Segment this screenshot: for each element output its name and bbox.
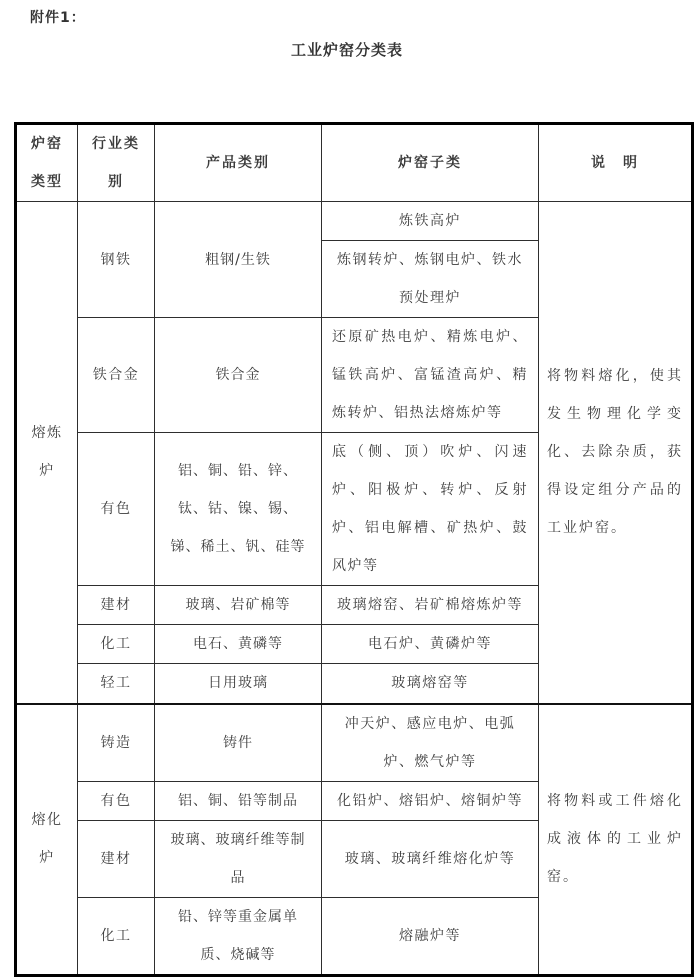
header-description: 说 明 xyxy=(539,124,693,202)
cell-industry-chemical: 化工 xyxy=(78,625,155,664)
cell-industry-building-materials: 建材 xyxy=(78,586,155,625)
header-furnace-subtype: 炉窑子类 xyxy=(322,124,539,202)
header-furnace-type: 炉窑类型 xyxy=(16,124,78,202)
attachment-label: 附件1： xyxy=(30,10,86,26)
header-product-category: 产品类别 xyxy=(155,124,322,202)
cell-product-casting: 铸件 xyxy=(155,704,322,782)
cell-description-smelting: 将物料熔化，使其发生物理化学变化、去除杂质，获得设定组分产品的工业炉窑。 xyxy=(539,202,693,704)
cell-subtype-ironmaking: 炼铁高炉 xyxy=(322,202,539,241)
cell-product-nonferrous: 铝、铜、铅、锌、钛、钴、镍、锡、锑、稀土、钒、硅等 xyxy=(155,433,322,586)
cell-industry-chemical-2: 化工 xyxy=(78,897,155,975)
cell-subtype-ferroalloy: 还原矿热电炉、精炼电炉、锰铁高炉、富锰渣高炉、精炼转炉、铝热法熔炼炉等 xyxy=(322,318,539,433)
page-title: 工业炉窑分类表 xyxy=(290,41,403,59)
cell-industry-ferroalloy: 铁合金 xyxy=(78,318,155,433)
cell-product-building-materials: 玻璃、岩矿棉等 xyxy=(155,586,322,625)
cell-subtype-casting: 冲天炉、感应电炉、电弧炉、燃气炉等 xyxy=(322,704,539,782)
cell-industry-casting: 铸造 xyxy=(78,704,155,782)
cell-subtype-light-industry: 玻璃熔窑等 xyxy=(322,664,539,704)
cell-subtype-building-materials-2: 玻璃、玻璃纤维熔化炉等 xyxy=(322,820,539,897)
cell-subtype-chemical-2: 熔融炉等 xyxy=(322,897,539,975)
cell-product-nonferrous-2: 铝、铜、铅等制品 xyxy=(155,781,322,820)
cell-industry-nonferrous-2: 有色 xyxy=(78,781,155,820)
cell-subtype-nonferrous-2: 化铅炉、熔铝炉、熔铜炉等 xyxy=(322,781,539,820)
cell-furnace-type-smelting: 熔炼炉 xyxy=(16,202,78,704)
cell-product-light-industry: 日用玻璃 xyxy=(155,664,322,704)
cell-subtype-nonferrous: 底（侧、顶）吹炉、闪速炉、阳极炉、转炉、反射炉、铝电解槽、矿热炉、鼓风炉等 xyxy=(322,433,539,586)
cell-industry-light-industry: 轻工 xyxy=(78,664,155,704)
cell-industry-building-materials-2: 建材 xyxy=(78,820,155,897)
cell-subtype-chemical: 电石炉、黄磷炉等 xyxy=(322,625,539,664)
table-row xyxy=(16,704,693,782)
cell-product-steel: 粗钢/生铁 xyxy=(155,202,322,318)
table-row xyxy=(16,202,693,241)
cell-furnace-type-melting: 熔化炉 xyxy=(16,704,78,976)
cell-product-chemical: 电石、黄磷等 xyxy=(155,625,322,664)
cell-industry-nonferrous: 有色 xyxy=(78,433,155,586)
furnace-classification-table xyxy=(14,122,694,977)
cell-industry-steel: 钢铁 xyxy=(78,202,155,318)
cell-subtype-building-materials: 玻璃熔窑、岩矿棉熔炼炉等 xyxy=(322,586,539,625)
cell-product-ferroalloy: 铁合金 xyxy=(155,318,322,433)
cell-subtype-steelmaking: 炼钢转炉、炼钢电炉、铁水预处理炉 xyxy=(322,241,539,318)
header-industry-category: 行业类别 xyxy=(78,124,155,202)
cell-description-melting: 将物料或工件熔化成液体的工业炉窑。 xyxy=(539,704,693,976)
cell-product-chemical-2: 铅、锌等重金属单质、烧碱等 xyxy=(155,897,322,975)
cell-product-building-materials-2: 玻璃、玻璃纤维等制品 xyxy=(155,820,322,897)
table-header-row xyxy=(16,124,693,202)
